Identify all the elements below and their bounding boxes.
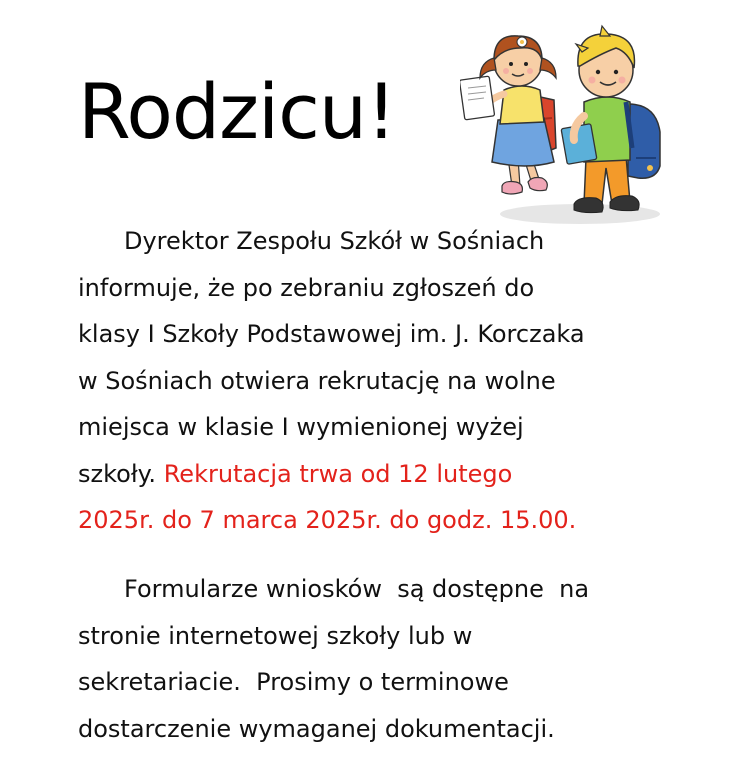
deadline-highlight: 2025r. do 7 marca 2025r. do godz. 15.00. [78, 506, 577, 534]
school-children-icon [460, 8, 674, 228]
paragraph-line: sekretariacie. Prosimy o terminowe [78, 668, 509, 696]
page-title: Rodzicu! [78, 67, 396, 156]
announcement-paragraph [78, 218, 678, 544]
paragraph-line: klasy I Szkoły Podstawowej im. J. Korczaka [78, 320, 585, 348]
deadline-highlight: Rekrutacja trwa od 12 lutego [163, 459, 513, 488]
paragraph-line: dostarczenie wymaganej dokumentacji. [78, 714, 555, 743]
paragraph-line: miejsca w klasie I wymienionej wyżej [78, 413, 524, 441]
paragraph-line: stronie internetowej szkoły lub w [78, 621, 473, 650]
paragraph-line: informuje, że po zebraniu zgłoszeń do [78, 273, 535, 302]
paragraph-line: Dyrektor Zespołu Szkół w Sośniach [124, 227, 545, 255]
paragraph-line: Formularze wniosków są dostępne na [124, 575, 590, 603]
forms-paragraph [78, 566, 678, 752]
paragraph-line: w Sośniach otwiera rekrutację na wolne [78, 366, 556, 395]
paragraph-line: szkoły. Rekrutacja trwa od 12 lutego [78, 459, 513, 488]
